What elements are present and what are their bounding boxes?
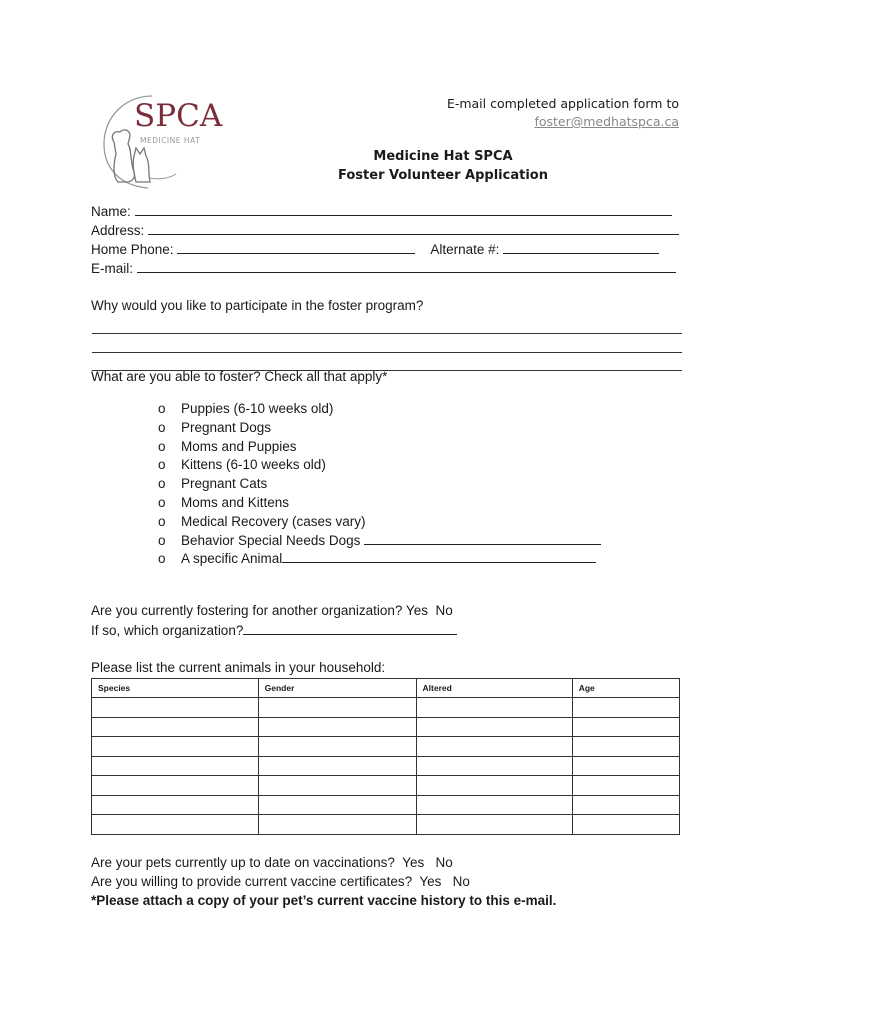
- name-field[interactable]: [135, 203, 672, 216]
- table-cell[interactable]: [92, 737, 259, 757]
- alternate-field[interactable]: [503, 241, 659, 254]
- option-label: Pregnant Cats: [181, 476, 268, 492]
- name-row: [91, 203, 672, 221]
- option-label: A specific Animal: [181, 551, 283, 567]
- why-answer-line-2[interactable]: [92, 352, 682, 353]
- animals-question: Please list the current animals in your household:: [91, 660, 386, 675]
- table-cell[interactable]: [572, 717, 679, 737]
- column-header: Altered: [416, 679, 572, 698]
- table-cell[interactable]: [416, 815, 572, 835]
- table-cell[interactable]: [92, 698, 259, 718]
- table-cell[interactable]: [572, 815, 679, 835]
- foster-options-list: [158, 400, 601, 569]
- column-header: Species: [92, 679, 259, 698]
- checkbox-icon[interactable]: o: [158, 401, 166, 416]
- table-row: [92, 795, 680, 815]
- option-label: Behavior Special Needs Dogs: [181, 532, 361, 548]
- why-answer-line-1[interactable]: [92, 333, 682, 334]
- checkbox-icon[interactable]: o: [158, 532, 166, 548]
- table-cell[interactable]: [572, 756, 679, 776]
- special-needs-field[interactable]: [364, 532, 601, 545]
- checkbox-icon[interactable]: o: [158, 494, 166, 510]
- table-cell[interactable]: [572, 737, 679, 757]
- email-label: E-mail:: [91, 261, 134, 276]
- table-cell[interactable]: [416, 737, 572, 757]
- table-row: [92, 815, 680, 835]
- foster-option[interactable]: [158, 494, 601, 513]
- table-row: [92, 756, 680, 776]
- foster-option[interactable]: [158, 456, 601, 475]
- foster-option[interactable]: [158, 475, 601, 494]
- table-cell[interactable]: [416, 698, 572, 718]
- table-cell[interactable]: [92, 756, 259, 776]
- table-cell[interactable]: [258, 737, 416, 757]
- foster-option[interactable]: [158, 438, 601, 457]
- table-cell[interactable]: [258, 795, 416, 815]
- table-cell[interactable]: [572, 698, 679, 718]
- table-cell[interactable]: [92, 717, 259, 737]
- option-label: Puppies (6-10 weeks old): [181, 401, 334, 416]
- table-cell[interactable]: [416, 776, 572, 796]
- title-line-1: Medicine Hat SPCA: [373, 149, 513, 164]
- checkbox-icon[interactable]: o: [158, 551, 166, 567]
- table-row: [92, 717, 680, 737]
- which-org-row: [91, 622, 457, 638]
- logo-subtext: MEDICINE HAT: [140, 136, 201, 145]
- which-org-label: If so, which organization?: [91, 623, 244, 638]
- table-row: [92, 776, 680, 796]
- foster-option[interactable]: [158, 532, 601, 551]
- option-label: Moms and Puppies: [181, 438, 297, 454]
- foster-option[interactable]: [158, 550, 601, 569]
- checkbox-icon[interactable]: o: [158, 513, 166, 529]
- option-label: Medical Recovery (cases vary): [181, 513, 366, 529]
- foster-question: What are you able to foster? Check all that apply*: [91, 369, 388, 384]
- option-label: Moms and Kittens: [181, 494, 290, 510]
- name-label: Name:: [91, 204, 131, 219]
- table-cell[interactable]: [258, 776, 416, 796]
- table-cell[interactable]: [92, 815, 259, 835]
- address-label: Address:: [91, 223, 145, 238]
- title-line-2: Foster Volunteer Application: [338, 168, 548, 183]
- alternate-label: Alternate #:: [430, 242, 500, 257]
- vaccinations-question: Are your pets currently up to date on vaccinations? Yes No: [91, 855, 453, 870]
- column-header: Age: [572, 679, 679, 698]
- animals-table: [91, 678, 680, 835]
- table-header: [92, 679, 680, 698]
- form-title: [0, 147, 886, 185]
- checkbox-icon[interactable]: o: [158, 476, 166, 492]
- table-cell[interactable]: [416, 795, 572, 815]
- option-label: Pregnant Dogs: [181, 419, 272, 435]
- email-link[interactable]: foster@medhatspca.ca: [534, 114, 679, 129]
- table-cell[interactable]: [572, 776, 679, 796]
- foster-option[interactable]: [158, 513, 601, 532]
- email-row: [91, 260, 676, 278]
- table-cell[interactable]: [258, 717, 416, 737]
- which-org-field[interactable]: [243, 622, 457, 635]
- table-cell[interactable]: [92, 795, 259, 815]
- checkbox-icon[interactable]: o: [158, 457, 166, 473]
- logo-text: SPCA: [134, 98, 223, 134]
- email-note-text: E-mail completed application form to: [446, 96, 679, 111]
- certificates-question: Are you willing to provide current vaccine certificates? Yes No: [91, 874, 470, 889]
- email-instruction: [447, 95, 679, 131]
- fostering-other-question: Are you currently fostering for another organization? Yes No: [91, 603, 453, 618]
- table-cell[interactable]: [416, 756, 572, 776]
- phone-row: [91, 241, 659, 259]
- table-row: [92, 698, 680, 718]
- table-row: [92, 737, 680, 757]
- foster-option[interactable]: [158, 419, 601, 438]
- table-cell[interactable]: [572, 795, 679, 815]
- column-header: Gender: [258, 679, 416, 698]
- table-cell[interactable]: [258, 698, 416, 718]
- address-row: [91, 222, 679, 240]
- table-cell[interactable]: [258, 756, 416, 776]
- checkbox-icon[interactable]: o: [158, 419, 166, 435]
- checkbox-icon[interactable]: o: [158, 438, 166, 454]
- address-field[interactable]: [148, 222, 679, 235]
- foster-option[interactable]: [158, 400, 601, 419]
- home-phone-label: Home Phone:: [91, 242, 174, 257]
- why-question: Why would you like to participate in the foster program?: [91, 298, 424, 313]
- home-phone-field[interactable]: [177, 241, 415, 254]
- email-field[interactable]: [137, 260, 676, 273]
- attach-note: *Please attach a copy of your pet’s current vaccine history to this e-mail.: [91, 893, 557, 908]
- specific-animal-field[interactable]: [282, 550, 596, 563]
- table-cell[interactable]: [258, 815, 416, 835]
- table-cell[interactable]: [92, 776, 259, 796]
- option-label: Kittens (6-10 weeks old): [181, 457, 326, 473]
- table-cell[interactable]: [416, 717, 572, 737]
